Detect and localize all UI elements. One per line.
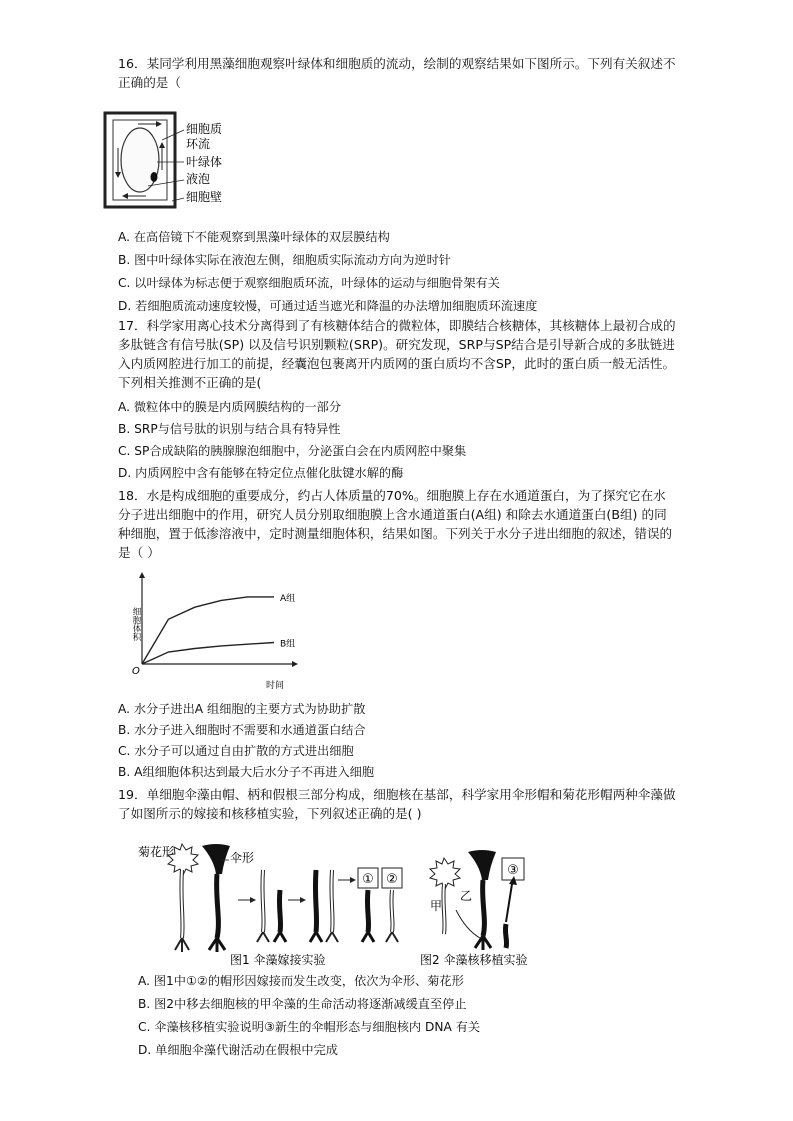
q17-option-b: B. SRP与信号肽的识别与结合具有特异性 bbox=[118, 422, 341, 436]
label-result-3: ③ bbox=[507, 863, 519, 878]
label-result-2: ② bbox=[386, 872, 398, 887]
vacuole-shape bbox=[121, 128, 159, 192]
q19-option-c: C. 伞藻核移植实验说明③新生的伞帽形态与细胞核内 DNA 有关 bbox=[138, 1020, 481, 1034]
q19-option-d: D. 单细胞伞藻代谢活动在假根中完成 bbox=[138, 1043, 338, 1057]
chloroplast-dot bbox=[151, 172, 158, 182]
caption-figure-2: 图2 伞藻核移植实验 bbox=[420, 953, 528, 967]
label-result-1: ① bbox=[362, 872, 374, 887]
label-cytoplasm: 细胞质 bbox=[186, 122, 223, 136]
question-16-stem: 16．某同学利用黑藻细胞观察叶绿体和细胞质的流动，绘制的观察结果如下图所示。下列有关叙述不正确的是（ bbox=[118, 56, 676, 90]
caption-figure-1: 图1 伞藻嫁接实验 bbox=[230, 953, 326, 967]
q16-option-d: D. 若细胞质流动速度较慢，可通过适当遮光和降温的办法增加细胞质环流速度 bbox=[118, 299, 538, 313]
series-label-0: A组 bbox=[280, 593, 296, 604]
label-jia: 甲 bbox=[430, 899, 443, 913]
label-umbrella-shape: 伞形 bbox=[230, 851, 255, 865]
q18-option-d: B. A组细胞体积达到最大后水分子不再进入细胞 bbox=[118, 765, 375, 779]
y-axis-label: 细胞体积 bbox=[131, 607, 141, 641]
q17-option-d: D. 内质网腔中含有能够在特定位点催化肽键水解的酶 bbox=[118, 466, 404, 480]
question-18-stem: 18．水是构成细胞的重要成分，约占人体质量的70%。细胞膜上存在水通道蛋白，为了探究它在水分子进出细胞中的作用，研究人员分别取细胞膜上含水通道蛋白(A组) 和除去水通道蛋白(B组) 的同种细胞，置于低渗溶液中，定时测量细胞体积，结果如图。下列关于水分子进出细胞的叙述，错误的是（ ） bbox=[118, 488, 673, 560]
question-19-stem: 19．单细胞伞藻由帽、柄和假根三部分构成，细胞核在基部，科学家用伞形帽和菊花形帽两种伞藻做了如图所示的嫁接和核移植实验，下列叙述正确的是( ) bbox=[118, 787, 676, 821]
q17-option-c: C. SP合成缺陷的胰腺腺泡细胞中，分泌蛋白会在内质网腔中聚集 bbox=[118, 444, 467, 458]
q18-option-b: B. 水分子进入细胞时不需要和水通道蛋白结合 bbox=[118, 723, 366, 737]
x-axis-label: 时间 bbox=[266, 681, 285, 691]
umbrella-cap-icon bbox=[202, 844, 230, 874]
q19-option-b: B. 图2中移去细胞核的甲伞藻的生命活动将逐渐减缓直至停止 bbox=[138, 997, 467, 1011]
q17-option-a: A. 微粒体中的膜是内质网膜结构的一部分 bbox=[118, 400, 342, 414]
question-17-stem: 17．科学家用离心技术分离得到了有核糖体结合的微粒体，即膜结合核糖体，其核糖体上最初合成的多肽链含有信号肽(SP) 以及信号识别颗粒(SRP)。研究发现，SRP与SP结合是引导新合成的多肽链进入内质网腔进行加工的前提，经囊泡包裹离开内质网的蛋白质均不含SP，此时的蛋白质一般无活性。下列相关推测不正确的是( bbox=[118, 318, 676, 390]
q16-option-a: A. 在高倍镜下不能观察到黑藻叶绿体的双层膜结构 bbox=[118, 230, 390, 244]
rhizoid-shape bbox=[175, 938, 189, 952]
q16-option-b: B. 图中叶绿体实际在液泡左侧，细胞质实际流动方向为逆时针 bbox=[118, 253, 451, 267]
label-vacuole: 液泡 bbox=[186, 172, 211, 186]
label-chrysanthemum-shape: 菊花形 bbox=[138, 845, 175, 859]
q19-option-a: A. 图1中①②的帽形因嫁接而发生改变，依次为伞形、菊花形 bbox=[138, 974, 464, 988]
q18-cell-volume-chart bbox=[118, 574, 308, 694]
origin-label: O bbox=[132, 666, 140, 677]
label-circulation: 环流 bbox=[186, 137, 211, 151]
x-axis-arrow bbox=[292, 661, 298, 667]
series-line-0 bbox=[142, 597, 274, 664]
q16-cell-figure bbox=[104, 110, 254, 210]
q19-acetabularia-figure bbox=[138, 840, 548, 970]
series-label-1: B组 bbox=[280, 639, 296, 650]
q18-option-a: A. 水分子进出A 组细胞的主要方式为协助扩散 bbox=[118, 702, 366, 716]
label-yi: 乙 bbox=[460, 889, 473, 903]
label-cell-wall: 细胞壁 bbox=[186, 190, 223, 204]
q16-option-c: C. 以叶绿体为标志便于观察细胞质环流，叶绿体的运动与细胞骨架有关 bbox=[118, 276, 500, 290]
label-chloroplast: 叶绿体 bbox=[186, 155, 223, 169]
series-line-1 bbox=[142, 643, 274, 665]
y-axis-arrow bbox=[139, 572, 145, 578]
q18-option-c: C. 水分子可以通过自由扩散的方式进出细胞 bbox=[118, 744, 354, 758]
